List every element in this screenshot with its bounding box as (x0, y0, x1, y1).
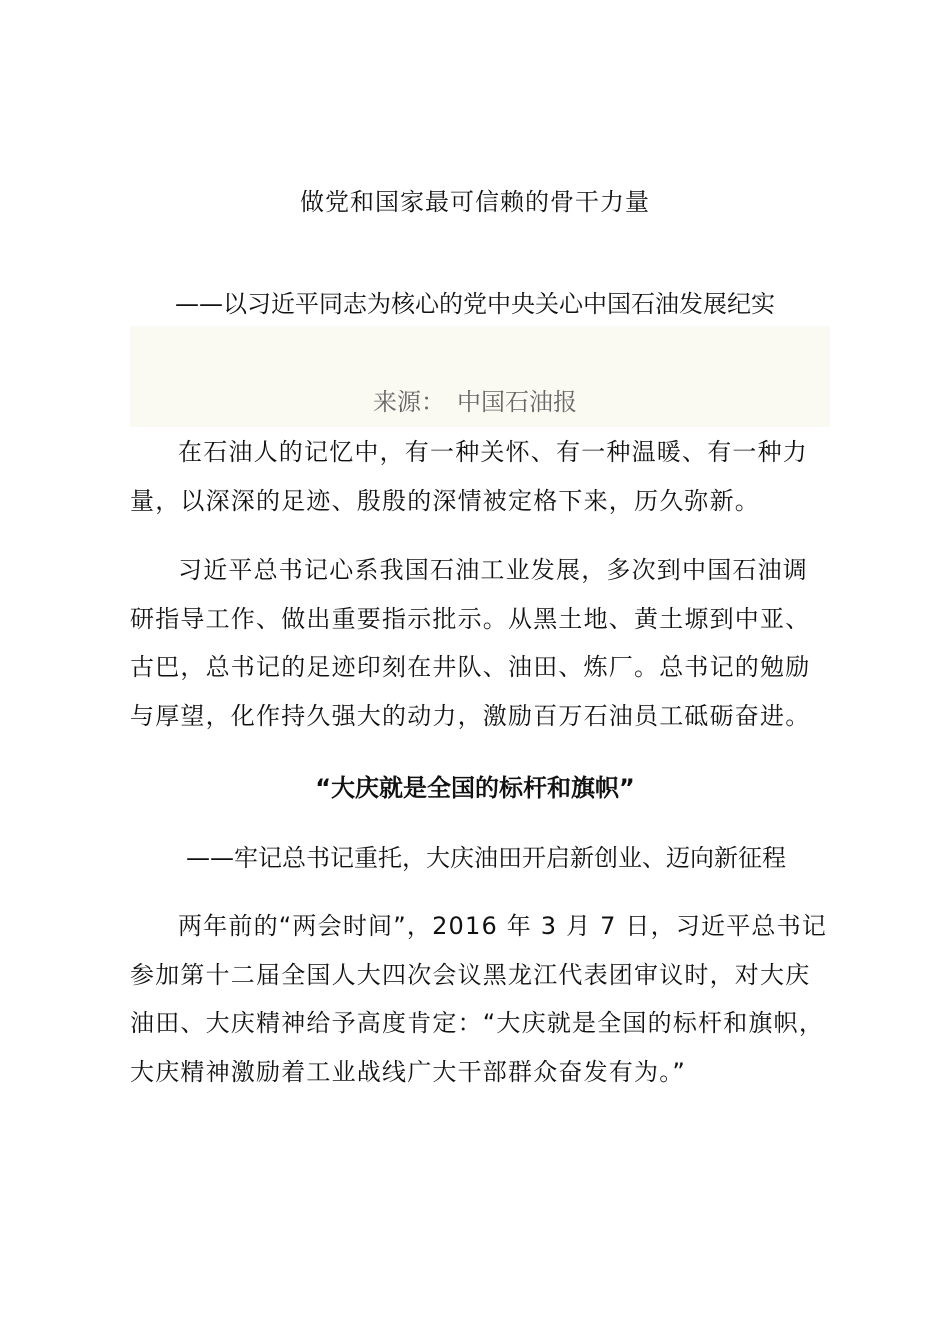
section-subheading: ——牢记总书记重托，大庆油田开启新创业、迈向新征程 (186, 844, 786, 872)
paragraph-line: 古巴，总书记的足迹印刻在井队、油田、炼厂。总书记的勉励 (130, 653, 811, 681)
source-label: 来源： (373, 388, 445, 416)
source-value: 中国石油报 (457, 388, 577, 416)
article-subtitle: ——以习近平同志为核心的党中央关心中国石油发展纪实 (175, 290, 775, 318)
paragraph-2 (130, 546, 830, 740)
paragraph-line: 研指导工作、做出重要指示批示。从黑土地、黄土塬到中亚、 (130, 604, 811, 633)
paragraph-line: 在石油人的记忆中，有一种关怀、有一种温暖、有一种力 (178, 438, 808, 466)
paragraph-line: 油田、大庆精神给予高度肯定：“大庆就是全国的标杆和旗帜， (130, 1009, 825, 1037)
section-heading: “大庆就是全国的标杆和旗帜” (315, 774, 635, 802)
article-title: 做党和国家最可信赖的骨干力量 (300, 188, 650, 216)
paragraph-line: 两年前的“两会时间”，2016 年 3 月 7 日，习近平总书记 (178, 912, 828, 940)
paragraph-line: 量，以深深的足迹、殷殷的深情被定格下来，历久弥新。 (130, 486, 760, 515)
paragraph-3 (130, 902, 830, 1096)
paragraph-line: 习近平总书记心系我国石油工业发展，多次到中国石油调 (178, 556, 808, 584)
paragraph-line: 大庆精神激励着工业战线广大干部群众奋发有为。” (130, 1057, 687, 1086)
source-line (0, 384, 950, 420)
paragraph-1 (130, 428, 830, 525)
paragraph-line: 与厚望，化作持久强大的动力，激励百万石油员工砥砺奋进。 (130, 701, 811, 730)
paragraph-line: 参加第十二届全国人大四次会议黑龙江代表团审议时，对大庆 (130, 960, 811, 989)
